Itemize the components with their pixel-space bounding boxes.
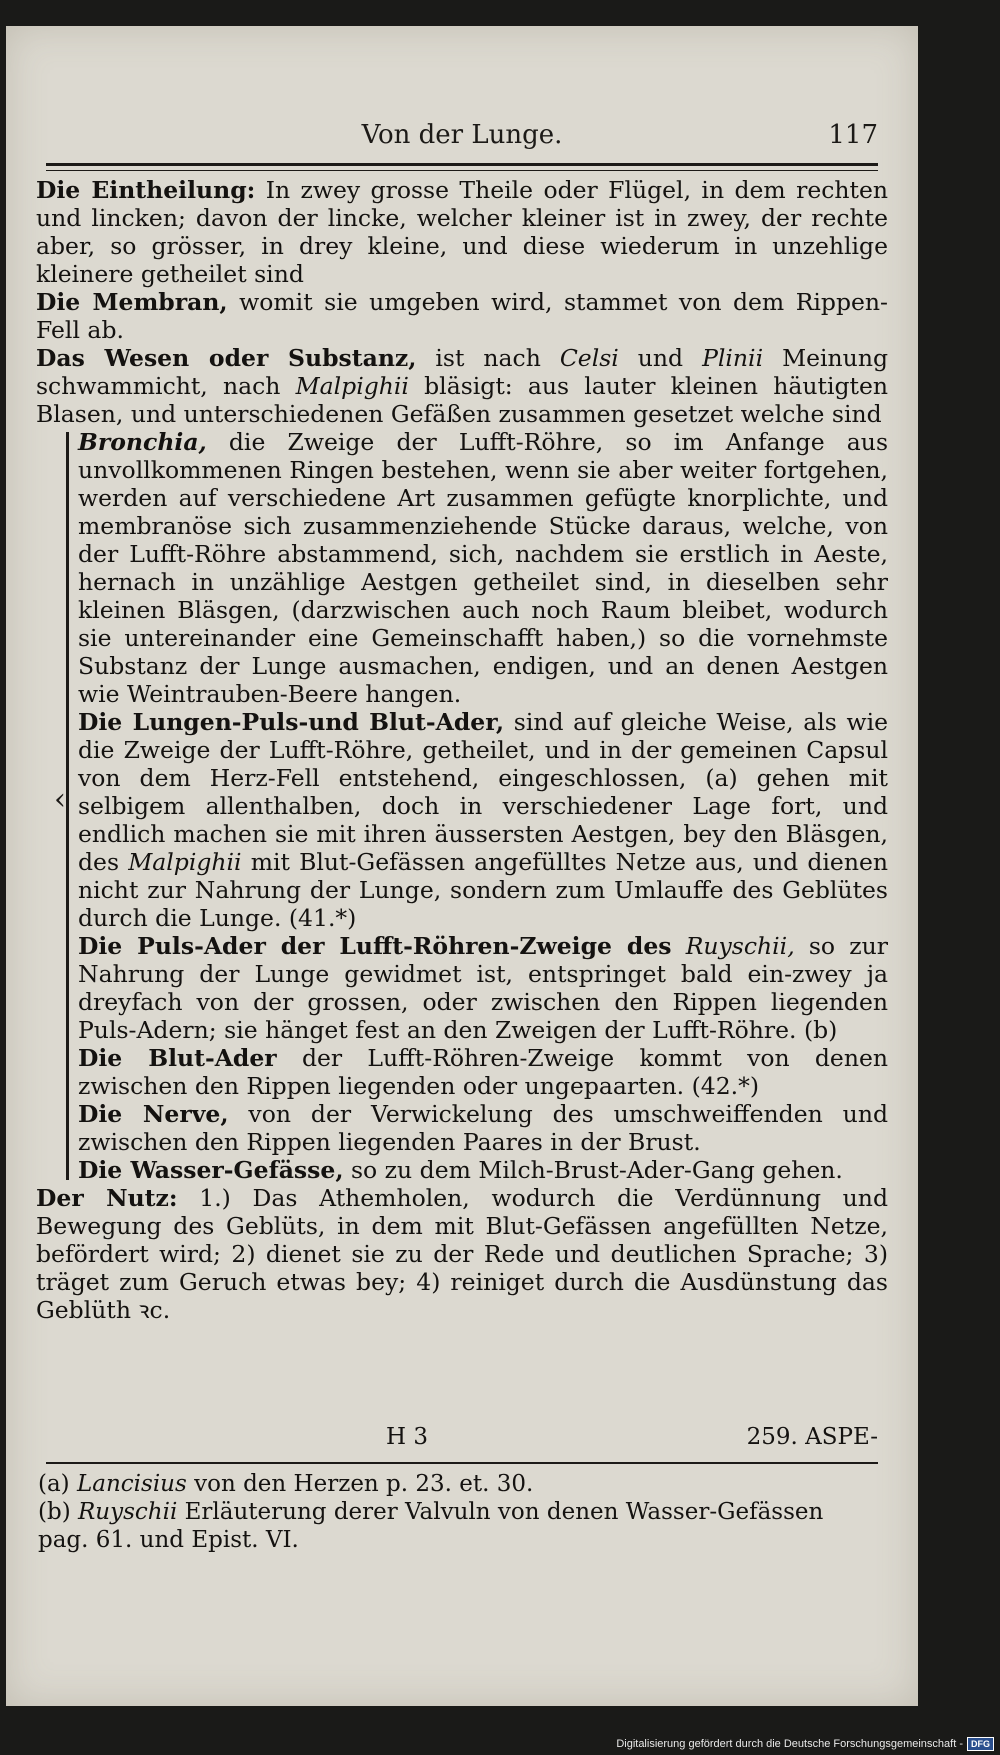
- footnote-b: [38, 1498, 878, 1554]
- sub-label: Die Blut-Ader: [78, 1044, 277, 1072]
- entry-text: ist nach: [416, 344, 560, 372]
- entry-text: 1.) Das Athemholen, wodurch die Verdünnung und Bewegung des Geblüts, in dem mit Blut-Gefässen angefüllten Netze, befördert wird; 2) dienet sie zu der Rede und deutlichen Sprache; 3) träget zum Geruch etwas bey; 4) reiniget durch die Ausdünstung das Geblüth ꝛc.: [36, 1184, 888, 1324]
- entry-eintheilung: [36, 176, 888, 288]
- sub-label: Bronchia,: [78, 428, 207, 456]
- footnote-mark: (b): [38, 1499, 71, 1525]
- sub-label: Die Nerve,: [78, 1100, 229, 1128]
- page-number: 117: [828, 120, 878, 150]
- header-rule: [46, 163, 878, 166]
- sub-text: mit Blut-Gefässen angefülltes Netze aus, und dienen nicht zur Nahrung der Lunge, sondern zum Umlauffe des Geblütes durch die Lunge. (41.*): [78, 848, 889, 932]
- sub-text: sind auf gleiche Weise, als wie die Zweige der Lufft-Röhre, getheilet, und in der gemeinen Capsul von dem Herz-Fell entstehend, eingeschlossen, (a) gehen mit selbigem allenthalben, doch in verschiedener Lage fort, und endlich machen sie mit ihren äussersten Aestgen, bey den Bläsgen, des: [78, 708, 889, 876]
- footnote-text: Erläuterung derer Valvuln von denen Wasser-Gefässen pag. 61. und Epist. VI.: [38, 1499, 824, 1553]
- brace-line: [66, 432, 69, 1180]
- footnote-a: [38, 1470, 878, 1498]
- credit-text: Digitalisierung gefördert durch die Deutsche Forschungsgemeinschaft -: [616, 1738, 963, 1750]
- author-plinii: Plinii: [702, 344, 764, 372]
- dfg-logo-icon: DFG: [967, 1737, 994, 1751]
- entry-wesen: [36, 344, 888, 428]
- footline: [46, 1424, 878, 1454]
- footnote-rule: [46, 1462, 878, 1464]
- catchword: 259. ASPE-: [746, 1424, 878, 1450]
- digitization-credit: [616, 1737, 994, 1751]
- running-title: Von der Lunge.: [361, 120, 563, 150]
- sub-wasser-gefaesse: [78, 1156, 888, 1184]
- sub-label: Die Lungen-Puls-und Blut-Ader,: [78, 708, 505, 736]
- signature-mark: H 3: [386, 1424, 429, 1450]
- entry-label: Das Wesen oder Substanz,: [36, 344, 417, 372]
- sub-text: von der Verwickelung des umschweiffenden und zwischen den Rippen liegenden Paares in der Brust.: [78, 1100, 888, 1156]
- author-malpighii: Malpighii: [128, 848, 242, 876]
- sub-text: die Zweige der Lufft-Röhre, so im Anfange aus unvollkommenen Ringen bestehen, wenn sie aber weiter fortgehen, werden auf verschiedene Art zusammen gefügte knorplichte, und membranöse sich zusammenziehende Stücke daraus, welche, von der Lufft-Röhre abstammend, sich, nachdem sie erstlich in Aeste, hernach in unzählige Aestgen getheilet sind, in dieselben sehr kleinen Bläsgen, (darzwischen auch noch Raum bleibet, wodurch sie untereinander eine Gemeinschafft haben,) so die vornehmste Substanz der Lunge ausmachen, endigen, und an denen Aestgen wie Weintrauben-Beere hangen.: [78, 428, 888, 708]
- sub-bronchia: [78, 428, 888, 708]
- vessel-list: [36, 428, 888, 1184]
- entry-nutz: [36, 1184, 888, 1324]
- sub-puls-blut-ader: [78, 708, 888, 932]
- entry-membran: [36, 288, 888, 344]
- footnote-text: von den Herzen p. 23. et. 30.: [186, 1471, 534, 1497]
- entry-text: bläsigt: aus lauter kleinen häutigten Blasen, und unterschiedenen Gefäßen zusammen gesetzet welche sind: [36, 372, 888, 428]
- entry-label: Die Membran,: [36, 288, 228, 316]
- entry-text: Meinung schwammicht, nach: [36, 344, 888, 400]
- sub-text: so zur Nahrung der Lunge gewidmet ist, entspringet bald ein-zwey ja dreyfach von der grossen, oder zwischen den Rippen liegenden Puls-Adern; sie hänget fest an den Zweigen der Lufft-Röhre. (b): [78, 932, 889, 1044]
- sub-puls-ader-ruyschii: [78, 932, 888, 1044]
- entry-label: Die Eintheilung:: [36, 176, 256, 204]
- author-malpighii: Malpighii: [295, 372, 409, 400]
- book-page: [6, 26, 918, 1706]
- sub-label: Die Puls-Ader der Lufft-Röhren-Zweige des: [78, 932, 672, 960]
- entry-text: In zwey grosse Theile oder Flügel, in dem rechten und lincken; davon der lincke, welcher kleiner ist in zwey, der rechte aber, so grösser, in drey kleine, und diese wiederum in unzehlige kleinere getheilet sind: [36, 176, 889, 288]
- footnote-mark: (a): [38, 1471, 70, 1497]
- footnote-author: Ruyschii: [70, 1499, 178, 1525]
- sub-label: Die Wasser-Gefässe,: [78, 1156, 344, 1184]
- sub-nerve: [78, 1100, 888, 1156]
- author-celsi: Celsi: [559, 344, 619, 372]
- entry-text: und: [618, 344, 703, 372]
- entry-label: Der Nutz:: [36, 1184, 178, 1212]
- entry-text: womit sie umgeben wird, stammet von dem Rippen-Fell ab.: [36, 288, 889, 344]
- author-ruyschii: Ruyschii,: [671, 932, 795, 960]
- footnote-author: Lancisius: [69, 1471, 187, 1497]
- brace-tip-icon: ‹: [54, 782, 66, 817]
- sub-blut-ader: [78, 1044, 888, 1100]
- header-rule-thin: [46, 170, 878, 171]
- sub-text: der Lufft-Röhren-Zweige kommt von denen zwischen den Rippen liegenden oder ungepaarten. (42.*): [78, 1044, 889, 1100]
- page-header: [46, 112, 878, 162]
- main-text: [36, 176, 888, 1324]
- footnotes: [38, 1470, 878, 1554]
- sub-text: so zu dem Milch-Brust-Ader-Gang gehen.: [343, 1156, 843, 1184]
